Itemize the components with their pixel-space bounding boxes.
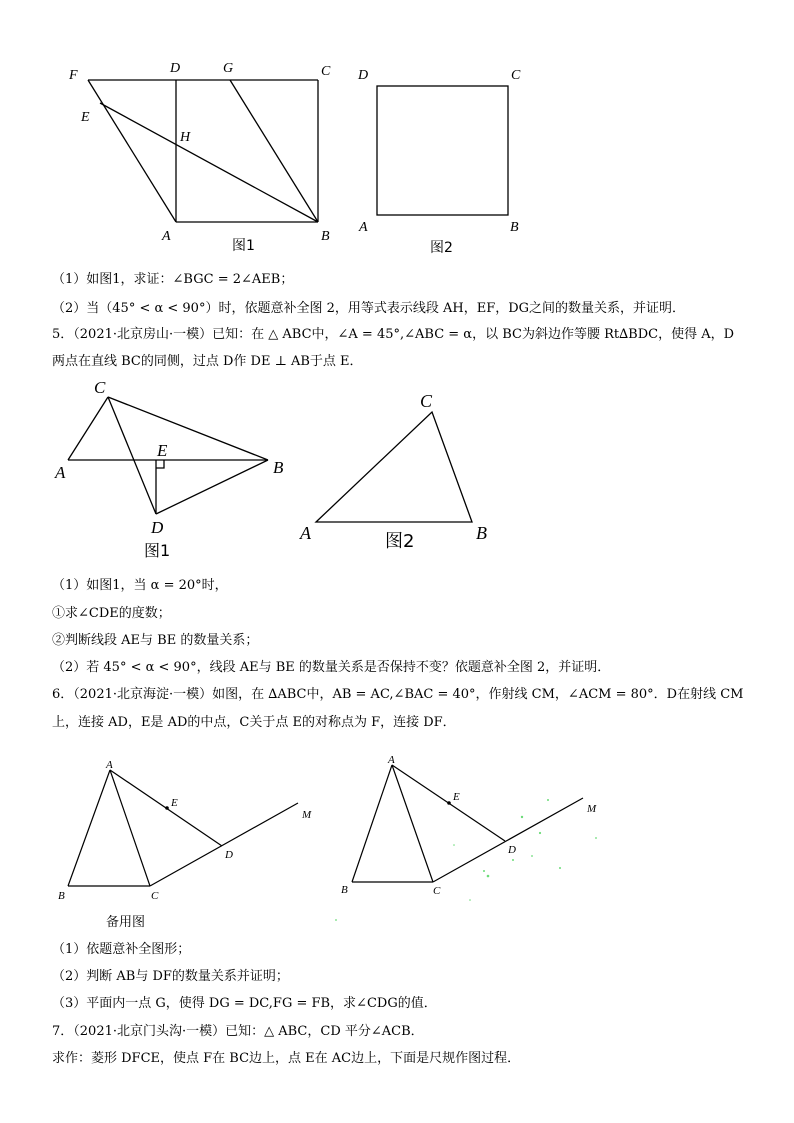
q6-left-segment-ac bbox=[110, 770, 150, 886]
q6-part3: （3）平面内一点 G，使得 DG = DC,FG = FB，求∠CDG的值． bbox=[52, 996, 437, 1011]
q4-fig1-label-f: F bbox=[69, 68, 78, 83]
q6-right-label-d: D bbox=[508, 844, 516, 856]
q5-stem-line2: 两点在直线 BC的同侧，过点 D作 DE ⊥ AB于点 E． bbox=[52, 354, 363, 369]
q5-fig1-segment-cd bbox=[108, 397, 156, 514]
q6-left-label-c: C bbox=[151, 890, 159, 902]
q5-fig2-label-a: A bbox=[300, 523, 311, 543]
q4-fig1-label-g: G bbox=[223, 61, 234, 76]
q7-stem-line2: 求作：菱形 DFCE，使点 F在 BC边上，点 E在 AC边上，下面是尺规作图过程． bbox=[52, 1051, 521, 1066]
q5-fig1-label-e: E bbox=[157, 441, 168, 460]
q4-part1: （1）如图1，求证：∠BGC = 2∠AEB； bbox=[52, 272, 294, 287]
q4-fig1-label-c: C bbox=[321, 64, 331, 79]
q6-right-ray-cm bbox=[433, 798, 583, 882]
q5-fig2-label-c: C bbox=[420, 391, 433, 411]
q5-fig1-label-a: A bbox=[55, 463, 66, 482]
q6-right-segment-ab bbox=[352, 765, 392, 882]
q6-right-label-b: B bbox=[341, 884, 348, 896]
q6-left-segment-ad bbox=[110, 770, 222, 846]
q6-left-label-e: E bbox=[171, 797, 178, 809]
q4-fig1-label-h: H bbox=[180, 130, 191, 145]
q5-fig1-label-d: D bbox=[151, 518, 164, 537]
q4-fig2-label-b: B bbox=[510, 220, 519, 235]
q6-stem-line2: 上，连接 AD，E是 AD的中点，C关于点 E的对称点为 F，连接 DF． bbox=[52, 715, 456, 730]
q6-right-point-e bbox=[447, 801, 451, 805]
q4-fig1-label-a: A bbox=[162, 229, 171, 244]
q4-fig2-label-c: C bbox=[511, 68, 521, 83]
q5-fig1-segment-ac bbox=[68, 397, 108, 460]
q4-fig1-label-b: B bbox=[321, 229, 330, 244]
q6-right-label-m: M bbox=[587, 803, 597, 815]
q5-fig2-label-b: B bbox=[476, 523, 487, 543]
q4-fig2-caption: 图2 bbox=[430, 240, 453, 256]
q6-part2: （2）判断 AB与 DF的数量关系并证明； bbox=[52, 969, 289, 984]
q6-right-label-c: C bbox=[433, 885, 441, 897]
q5-fig1-label-b: B bbox=[273, 458, 284, 477]
q4-fig1-caption: 图1 bbox=[232, 238, 255, 254]
q5-part1-sub1: ①求∠CDE的度数； bbox=[52, 606, 171, 621]
q4-part2: （2）当（45° < α < 90°）时，依题意补全图 2，用等式表示线段 AH，EF，DG之间的数量关系，并证明． bbox=[52, 301, 686, 316]
q6-right-label-e: E bbox=[453, 791, 460, 803]
q6-left-label-a: A bbox=[106, 759, 113, 771]
q6-left-ray-cm bbox=[150, 803, 298, 886]
q6-part1: （1）依题意补全图形； bbox=[52, 942, 191, 957]
q5-fig1-right-angle-mark bbox=[156, 460, 164, 468]
q4-fig1-segment-eb bbox=[100, 103, 318, 222]
q5-part1: （1）如图1，当 α = 20°时， bbox=[52, 578, 228, 593]
q5-part1-sub2: ②判断线段 AE与 BE 的数量关系； bbox=[52, 633, 259, 648]
q6-right-segment-ad bbox=[392, 765, 505, 841]
q6-left-label-m: M bbox=[302, 809, 312, 821]
q6-left-segment-ab bbox=[68, 770, 110, 886]
q5-fig2-caption: 图2 bbox=[385, 531, 415, 552]
q6-right-segment-ac bbox=[392, 765, 433, 882]
q5-fig1-segment-cb bbox=[108, 397, 268, 460]
q6-left-label-d: D bbox=[225, 849, 233, 861]
q5-fig1-label-c: C bbox=[94, 378, 106, 397]
q5-fig1-caption: 图1 bbox=[144, 541, 171, 560]
q4-fig2-label-d: D bbox=[358, 68, 369, 83]
q6-left-caption: 备用图 bbox=[106, 915, 146, 930]
q5-part2: （2）若 45° < α < 90°，线段 AE与 BE 的数量关系是否保持不变？依题意补全图 2，并证明． bbox=[52, 660, 611, 675]
q6-left-label-b: B bbox=[58, 890, 65, 902]
q4-fig1-label-d: D bbox=[170, 61, 181, 76]
q5-fig1-segment-db bbox=[156, 460, 268, 514]
q4-fig1-segment-gb bbox=[230, 80, 318, 222]
q4-fig2-label-a: A bbox=[359, 220, 368, 235]
q6-stem-line1: 6．（2021·北京海淀·一模）如图，在 ∆ABC中，AB = AC,∠BAC = 40°，作射线 CM，∠ACM = 80°．D在射线 CM bbox=[52, 687, 744, 702]
q4-fig1-segment-fa bbox=[88, 80, 176, 222]
q4-fig1-label-e: E bbox=[81, 110, 90, 125]
q6-right-label-a: A bbox=[388, 754, 395, 766]
q5-fig2-triangle bbox=[316, 412, 472, 522]
q6-left-point-e bbox=[165, 806, 169, 810]
q4-figures bbox=[0, 0, 794, 270]
q4-fig2-square bbox=[377, 86, 508, 215]
q5-stem-line1: 5．（2021·北京房山·一模）已知：在 △ ABC中，∠A = 45°,∠ABC = α，以 BC为斜边作等腰 Rt∆BDC，使得 A，D bbox=[52, 327, 735, 342]
q7-stem-line1: 7．（2021·北京门头沟·一模）已知：△ ABC，CD 平分∠ACB． bbox=[52, 1024, 424, 1039]
